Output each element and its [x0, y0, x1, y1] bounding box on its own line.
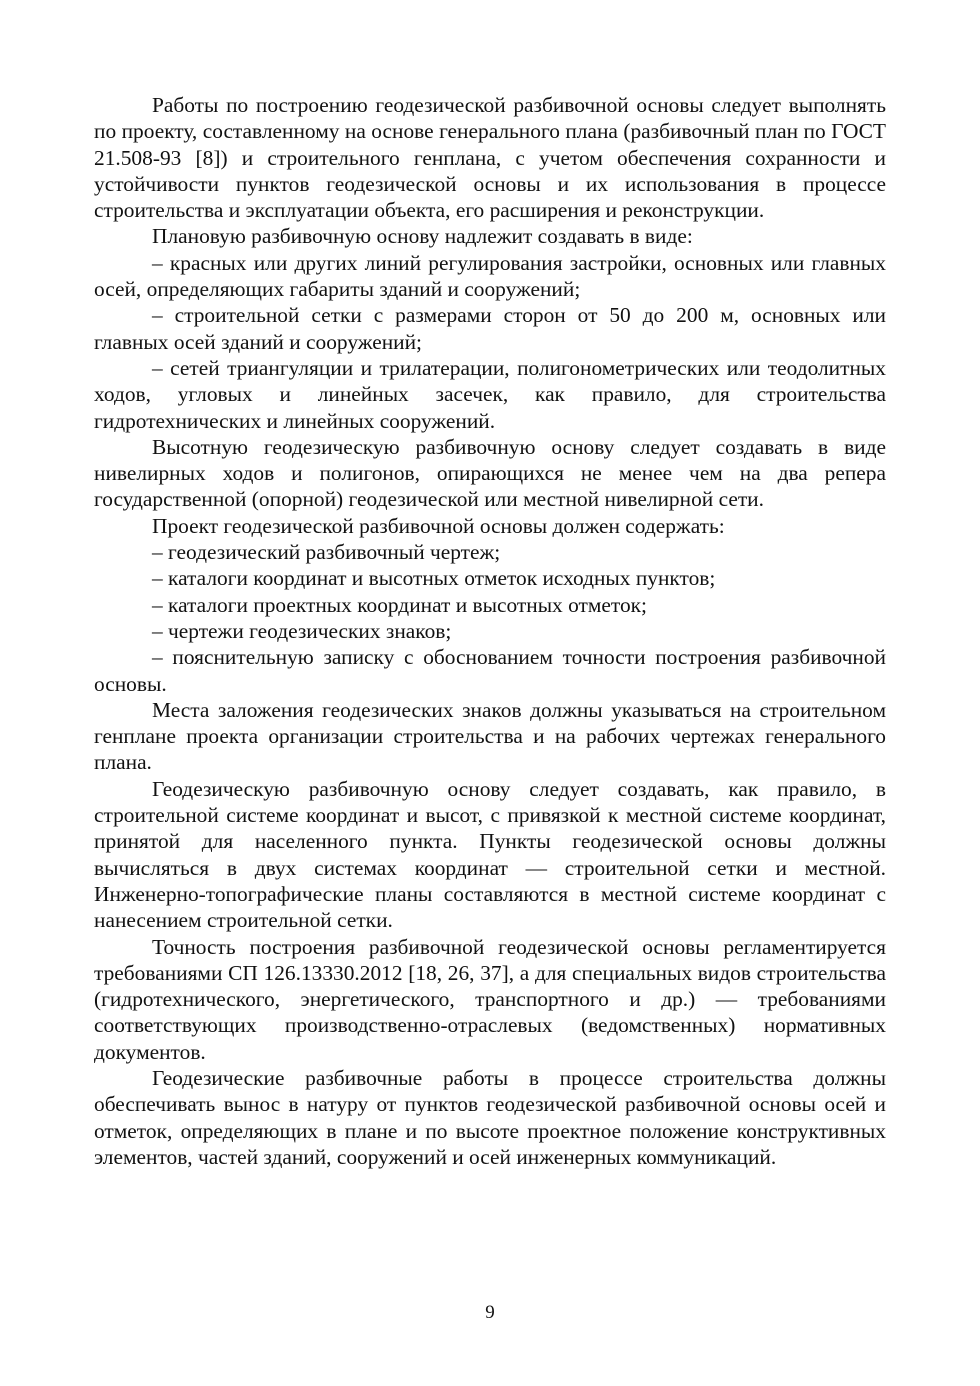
- list-item: – каталоги проектных координат и высотных отметок;: [152, 592, 647, 617]
- list-item: – сетей триангуляции и трилатерации, полигонометрических или теодолитных ходов, угловых и линейных засечек, как правило, для строительства гидротехнических и линейных сооружений.: [94, 355, 886, 433]
- paragraph: Плановую разбивочную основу надлежит создавать в виде:: [152, 224, 693, 249]
- list-item: – пояснительную записку с обоснованием точности построения разбивочной основы.: [94, 645, 886, 696]
- paragraph: Точность построения разбивочной геодезической основы регламентируется требованиями СП 126.13330.2012 [18, 26, 37], а для специальных видов строительства (гидротехнического, энергетического, транспортного и др.) — требованиями соответствующих производственно-отраслевых (ведомственных) нормативных документов.: [94, 934, 886, 1064]
- list-item: – красных или других линий регулирования застройки, основных или главных осей, определяющих габариты зданий и сооружений;: [94, 250, 886, 302]
- paragraph: Места заложения геодезических знаков должны указываться на строительном генплане проекта организации строительства и на рабочих чертежах генерального плана.: [94, 697, 886, 775]
- list-item: – геодезический разбивочный чертеж;: [152, 540, 501, 565]
- page-number: 9: [485, 1302, 495, 1323]
- paragraph: Высотную геодезическую разбивочную основу следует создавать в виде нивелирных ходов и полигонов, опирающихся не менее чем на два репера государственной (опорной) геодезической или местной нивелирной сети.: [94, 434, 886, 512]
- main-text: [94, 92, 886, 1170]
- list-item: – строительной сетки с размерами сторон от 50 до 200 м, основных или главных осей зданий и сооружений;: [94, 303, 886, 354]
- paragraph: Проект геодезической разбивочной основы должен содержать:: [152, 513, 725, 538]
- paragraph: Работы по построению геодезической разбивочной основы следует выполнять по проекту, составленному на основе генерального плана (разбивочный план по ГОСТ 21.508-93 [8]) и строительного генплана, с учетом обеспечения сохранности и устойчивости пунктов геодезической основы и их использования в процессе строительства и эксплуатации объекта, его расширения и реконструкции.: [94, 93, 886, 223]
- list-item: – каталоги координат и высотных отметок исходных пунктов;: [152, 566, 716, 591]
- list-item: – чертежи геодезических знаков;: [152, 618, 452, 643]
- paragraph: Геодезическую разбивочную основу следует создавать, как правило, в строительной системе координат и высот, с привязкой к местной системе координат, принятой для населенного пункта. Пункты геодезической основы должны вычисляться в двух системах координат — строительной сетки и местной. Инженерно-топографические планы составляются в местной системе координат с нанесением строительной сетки.: [94, 776, 886, 933]
- paragraph: Геодезические разбивочные работы в процессе строительства должны обеспечивать вынос в натуру от пунктов геодезической разбивочной основы осей и отметок, определяющих в плане и по высоте проектное положение конструктивных элементов, частей зданий, сооружений и осей инженерных коммуникаций.: [94, 1065, 886, 1169]
